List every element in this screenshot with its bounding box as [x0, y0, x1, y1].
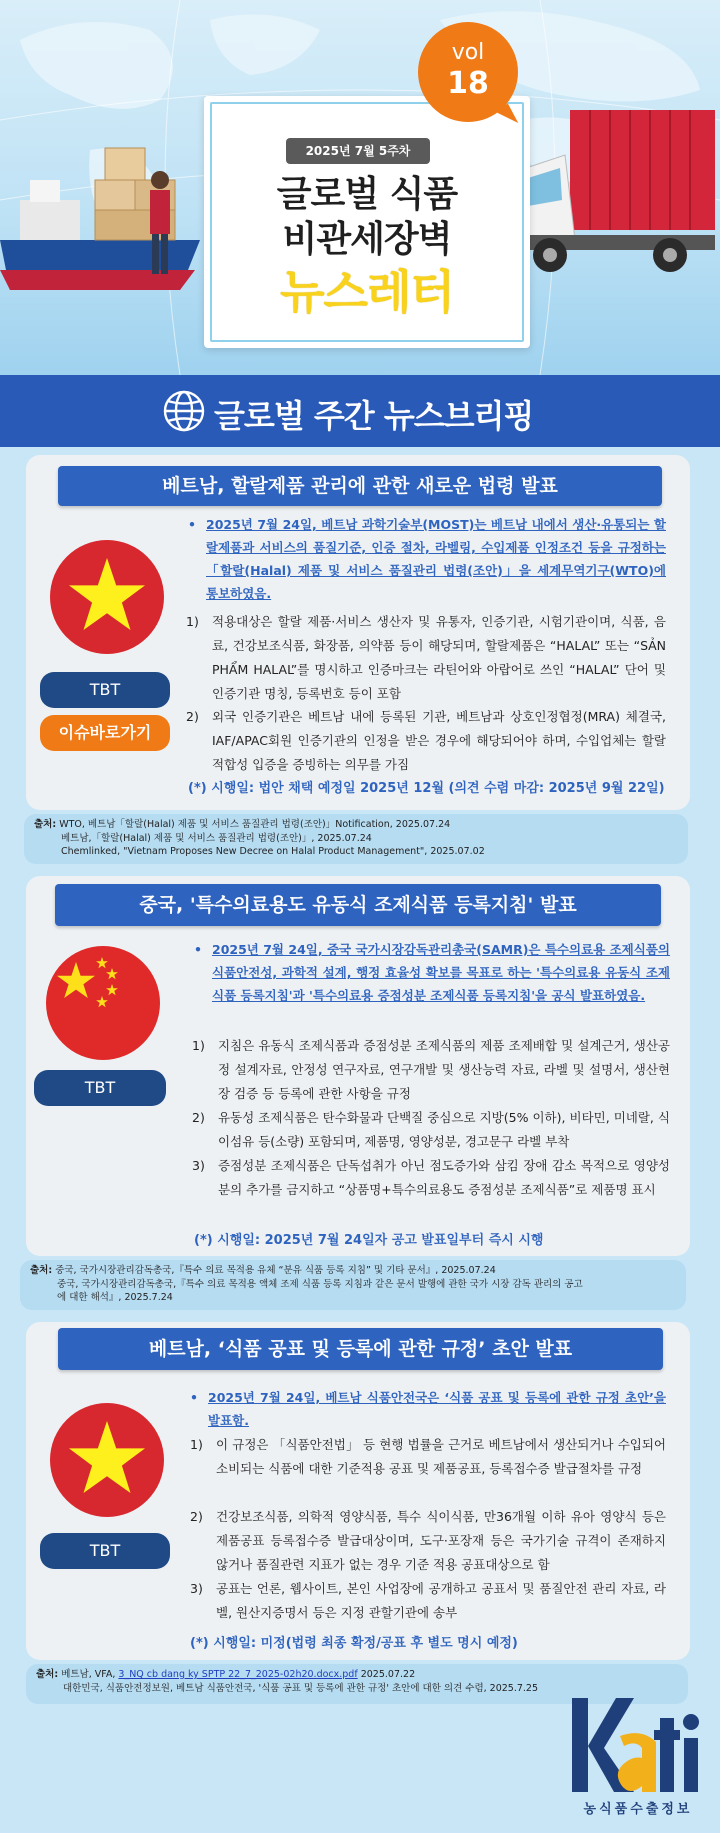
item-text: 외국 인증기관은 베트남 내에 등록된 기관, 베트남과 상호인정협정(MRA) 체결국, IAF/APAC회원 인증기관의 인정을 받은 경우에 해당되어야 하며, 수입업체는 할랄 적합성 입증을 증빙하는 의무를 가짐: [212, 709, 666, 772]
news-item: [186, 610, 666, 706]
item-text: 유동성 조제식품은 탄수화물과 단백질 중심으로 지방(5% 이하), 비타민, 미네랄, 식이섬유 등(소량) 포함되며, 제품명, 영양성분, 경고문구 라벨 부착: [218, 1110, 670, 1149]
effective-date-note: (*) 시행일: 2025년 7월 24일자 공고 발표일부터 즉시 시행: [194, 1233, 544, 1248]
item-number: 2): [186, 709, 199, 724]
source-line: 베트남,「할랄(Halal) 제품 및 서비스 품질관리 법령(조안)」, 2025.07.24: [61, 832, 372, 844]
item-number: 3): [192, 1158, 205, 1173]
item-number: 3): [190, 1581, 203, 1596]
news-item: [192, 1106, 670, 1154]
source-line: 중국, 국가시장관리감독총국,『특수 의료 목적용 유체 “분유 식품 등록 지침” 및 기타 문서』, 2025.07.24: [55, 1265, 496, 1276]
tbt-tag: TBT: [34, 1070, 166, 1106]
item-number: 1): [186, 614, 199, 629]
item-text: 지침은 유동식 조제식품과 증점성분 조제식품의 제품 조제배합 및 설계근거, 생산공정 설계자료, 안정성 연구자료, 연구개발 및 생산능력 자료, 라벨 및 설명서, 생산현장 검증 등 등록에 관한 사항을 규정: [218, 1038, 670, 1101]
source-box: [24, 814, 688, 864]
title-line-3: 뉴스레터: [280, 265, 454, 319]
kati-logo-mark: [568, 1692, 708, 1796]
truck-illustration: [520, 100, 720, 280]
item-text: 이 규정은 「식품안전법」 등 현행 법률을 근거로 베트남에서 생산되거나 수입되어 소비되는 식품에 대한 기준적용 공표 및 제품공표, 등록접수증 발급절차를 규정: [216, 1437, 666, 1476]
item-text: 건강보조식품, 의학적 영양식품, 특수 식이식품, 만36개월 이하 유아 영양식 등은 제품공표 등록접수증 발급대상이며, 도구·포장재 등은 국가기술 규격이 존재하지 않거나 품질관련 지표가 없는 경우 기준 적용 공표대상으로 함: [216, 1509, 666, 1572]
news-item: [192, 1154, 670, 1202]
kati-logo-subtitle: 농식품수출정보: [583, 1802, 693, 1817]
kati-logo: [568, 1692, 708, 1820]
newsletter-title-card: [204, 96, 530, 348]
news-title-vietnam-halal: 베트남, 할랄제품 관리에 관한 새로운 법령 발표: [58, 466, 662, 506]
source-line: 베트남, VFA,: [61, 1669, 116, 1680]
vietnam-flag-icon: [50, 540, 164, 654]
effective-date-note: (*) 시행일: 미정(법령 최종 확정/공표 후 별도 명시 예정): [190, 1636, 518, 1651]
source-line: WTO, 베트남「할랄(Halal) 제품 및 서비스 품질관리 법령(조안)」Notification, 2025.07.24: [59, 819, 451, 830]
source-line: 에 대한 해석』, 2025.7.24: [57, 1292, 173, 1303]
source-line: 2025.07.22: [360, 1669, 416, 1680]
title-line-1: 글로벌 식품: [276, 174, 458, 215]
news-lead-text: • 2025년 7월 24일, 중국 국가시장감독관리총국(SAMR)은 특수의료용 조제식품의 식품안전성, 과학적 설계, 행정 효율성 확보를 목표로 하는 '특수의료용 유동식 조제식품 등록지침'과 '특수의료용 증점성분 조제식품 등록지침'을 공식 발표하였음.: [212, 938, 670, 1007]
news-item: [192, 1034, 670, 1106]
issue-shortcut-button[interactable]: 이슈바로가기: [40, 715, 170, 751]
news-title-china-medical-food: 중국, '특수의료용도 유동식 조제식품 등록지침' 발표: [55, 884, 661, 926]
volume-badge: [418, 22, 518, 122]
source-box: [20, 1260, 686, 1310]
title-line-2: 비관세장벽: [282, 219, 452, 260]
item-text: 증점성분 조제식품은 단독섭취가 아닌 점도증가와 삼킴 장애 감소 목적으로 영양성분의 추가를 금지하고 “상품명+특수의료용도 증점성분 조제식품”로 제품명 표시: [218, 1158, 670, 1197]
item-text: 적용대상은 할랄 제품·서비스 생산자 및 유통자, 인증기관, 시험기관이며, 식품, 음료, 건강보조식품, 화장품, 의약품 등이 해당되며, 할랄제품은 “HALAL” 또는 “SẢN PHẨM HALAL”를 명시하고 인증마크는 라틴어와 아랍어로 쓰인 “HALAL” 단어 및 인증기관 명칭, 등록번호 등이 포함: [212, 614, 666, 701]
globe-icon: [162, 389, 206, 433]
weekly-briefing-banner: [0, 375, 720, 447]
item-number: 1): [190, 1437, 203, 1452]
news-title-vietnam-food-registration: 베트남, ‘식품 공표 및 등록에 관한 규정’ 초안 발표: [58, 1328, 663, 1370]
source-line: 중국, 국가시장관리감독총국,『특수 의료 목적용 액체 조제 식품 등록 지침과 같은 문서 발행에 관한 국가 시장 감독 관리의 공고: [57, 1278, 583, 1290]
cargo-ship-illustration: [0, 120, 220, 320]
volume-number: 18: [447, 66, 489, 101]
briefing-title: 글로벌 주간 뉴스브리핑: [214, 397, 534, 435]
item-number: 2): [190, 1509, 203, 1524]
news-item: [186, 705, 666, 777]
source-document-link[interactable]: 3_NQ cb dang ky SPTP 22_7_2025-02h20.docx.pdf: [118, 1669, 358, 1680]
tbt-tag: TBT: [40, 1533, 170, 1569]
vietnam-flag-icon: [50, 1403, 164, 1517]
news-item: [190, 1433, 666, 1481]
news-item: [190, 1505, 666, 1577]
item-number: 1): [192, 1038, 205, 1053]
china-flag-icon: [46, 946, 160, 1060]
news-item: [190, 1577, 666, 1625]
issue-date-label: 2025년 7월 5주차: [286, 138, 430, 164]
volume-label: vol: [451, 40, 485, 65]
tbt-tag: TBT: [40, 672, 170, 708]
source-line: 대한민국, 식품안전정보원, 베트남 식품안전국, '식품 공표 및 등록에 관한 규정' 초안에 대한 의견 수렴, 2025.7.25: [63, 1682, 539, 1694]
news-lead-text: • 2025년 7월 24일, 베트남 식품안전국은 ‘식품 공표 및 등록에 관한 규정 초안’을 발표함.: [208, 1386, 666, 1432]
item-text: 공표는 언론, 웹사이트, 본인 사업장에 공개하고 공표서 및 품질안전 관리 자료, 라벨, 원산지증명서 등은 지정 관할기관에 송부: [216, 1581, 666, 1620]
hero-banner: [0, 0, 720, 375]
effective-date-note: (*) 시행일: 법안 채택 예정일 2025년 12월 (의견 수렴 마감: 2025년 9월 22일): [188, 781, 665, 796]
source-label: 출처:: [36, 1669, 59, 1680]
item-number: 2): [192, 1110, 205, 1125]
source-line: Chemlinked, "Vietnam Proposes New Decree on Halal Product Management", 2025.07.02: [61, 846, 485, 857]
news-lead-text: • 2025년 7월 24일, 베트남 과학기술부(MOST)는 베트남 내에서 생산·유통되는 할랄제품과 서비스의 품질기준, 인증 절차, 라벨링, 수입제품 인정조건 등을 규정하는 「할랄(Halal) 제품 및 서비스 품질관리 법령(조안)」을 세계무역기구(WTO)에 통보하였음.: [206, 513, 666, 605]
source-label: 출처:: [34, 819, 57, 830]
source-label: 출처:: [30, 1265, 53, 1276]
